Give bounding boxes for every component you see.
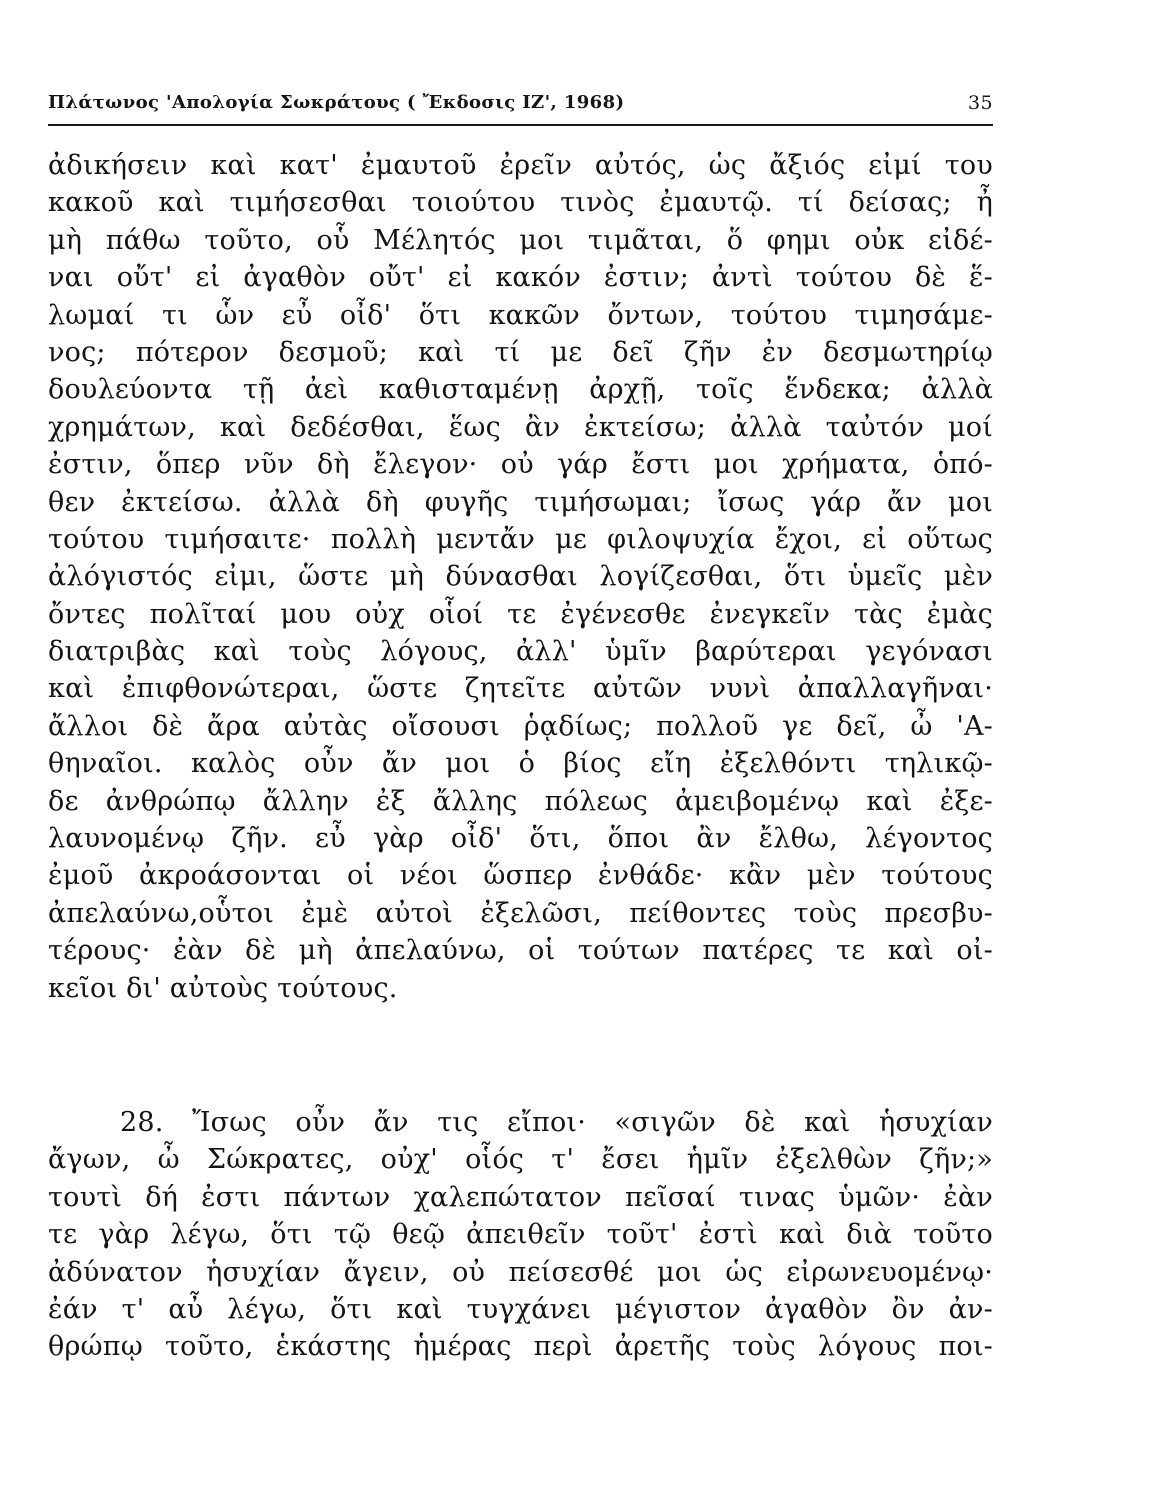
text-line: κακοῦ καὶ τιμήσεσθαι τοιούτου τινὸς ἐμαυτῷ. τί δείσας; ἦ — [48, 187, 993, 219]
text-line: δε ἀνθρώπῳ ἄλλην ἐξ ἄλλης πόλεως ἀμειβομένῳ καὶ ἐξε- — [48, 785, 993, 817]
text-line: ἄλλοι δὲ ἄρα αὐτὰς οἴσουσι ῥᾳδίως; πολλοῦ γε δεῖ, ὦ 'Α- — [48, 710, 993, 742]
text-line: 28. Ἴσως οὖν ἄν τις εἴποι· «σιγῶν δὲ καὶ ἡσυχίαν — [120, 1107, 993, 1138]
text-line: καὶ ἐπιφθονώτεραι, ὥστε ζητεῖτε αὐτῶν νυνὶ ἀπαλλαγῆναι· — [48, 673, 993, 705]
text-line: ἀπελαύνω,οὗτοι ἐμὲ αὐτοὶ ἐξελῶσι, πείθοντες τοὺς πρεσβυ- — [48, 897, 993, 929]
page-number: 35 — [968, 92, 993, 114]
text-line: τουτὶ δή ἐστι πάντων χαλεπώτατον πεῖσαί τινας ὑμῶν· ἐὰν — [48, 1181, 993, 1213]
paragraph-1 — [48, 147, 993, 1007]
text-line: χρημάτων, καὶ δεδέσθαι, ἕως ἂν ἐκτείσω; ἀλλὰ ταὐτόν μοί — [48, 411, 993, 443]
text-line: ἀδύνατον ἡσυχίαν ἄγειν, οὐ πείσεσθέ μοι ὡς εἰρωνευομένῳ· — [48, 1256, 993, 1288]
text-line: τέρους· ἐὰν δὲ μὴ ἀπελαύνω, οἱ τούτων πατέρες τε καὶ οἰ- — [48, 935, 993, 967]
text-line: ἀλόγιστός εἰμι, ὥστε μὴ δύνασθαι λογίζεσθαι, ὅτι ὑμεῖς μὲν — [48, 561, 993, 593]
text-line: λαυνομένῳ ζῆν. εὖ γὰρ οἶδ' ὅτι, ὅποι ἂν ἔλθω, λέγοντος — [48, 823, 993, 855]
running-head — [48, 92, 993, 118]
text-line: τούτου τιμήσαιτε· πολλὴ μεντἄν με φιλοψυχία ἔχοι, εἰ οὕτως — [48, 523, 993, 555]
text-line: θηναῖοι. καλὸς οὖν ἄν μοι ὁ βίος εἴη ἐξελθόντι τηλικῷ- — [48, 748, 993, 780]
text-line: ναι οὔτ' εἰ ἀγαθὸν οὔτ' εἰ κακόν ἐστιν; ἀντὶ τούτου δὲ ἕ- — [48, 262, 993, 294]
text-line: κεῖοι δι' αὐτοὺς τούτους. — [48, 972, 398, 1004]
paragraph-2 — [48, 1104, 993, 1366]
header-rule — [48, 124, 993, 126]
text-line: θρώπῳ τοῦτο, ἑκάστης ἡμέρας περὶ ἀρετῆς τοὺς λόγους ποι- — [48, 1331, 993, 1363]
running-head-title: Πλάτωνος 'Απολογία Σωκράτους ( Ἔκδοσις ΙΖ', 1968) — [48, 92, 625, 113]
text-line: τε γὰρ λέγω, ὅτι τῷ θεῷ ἀπειθεῖν τοῦτ' ἐστὶ καὶ διὰ τοῦτο — [48, 1219, 993, 1251]
text-line: λωμαί τι ὧν εὖ οἶδ' ὅτι κακῶν ὄντων, τούτου τιμησάμε- — [48, 299, 993, 331]
text-line: θεν ἐκτείσω. ἀλλὰ δὴ φυγῆς τιμήσωμαι; ἴσως γάρ ἄν μοι — [48, 486, 993, 518]
text-line: ἐστιν, ὅπερ νῦν δὴ ἔλεγον· οὐ γάρ ἔστι μοι χρήματα, ὁπό- — [48, 449, 993, 481]
text-line: ἐάν τ' αὖ λέγω, ὅτι καὶ τυγχάνει μέγιστον ἀγαθὸν ὂν ἀν- — [48, 1293, 993, 1325]
text-line: ἀδικήσειν καὶ κατ' ἐμαυτοῦ ἐρεῖν αὐτός, ὡς ἄξιός εἰμί του — [48, 150, 993, 181]
text-line: μὴ πάθω τοῦτο, οὗ Μέλητός μοι τιμᾶται, ὅ φημι οὐκ εἰδέ- — [48, 224, 993, 256]
text-line: ἄγων, ὦ Σώκρατες, οὐχ' οἷός τ' ἔσει ἡμῖν ἐξελθὼν ζῆν;» — [48, 1144, 993, 1176]
text-line: νος; πότερον δεσμοῦ; καὶ τί με δεῖ ζῆν ἐν δεσμωτηρίῳ — [48, 336, 993, 368]
text-line: διατριβὰς καὶ τοὺς λόγους, ἀλλ' ὑμῖν βαρύτεραι γεγόνασι — [48, 636, 993, 668]
text-line: ἐμοῦ ἀκροάσονται οἱ νέοι ὥσπερ ἐνθάδε· κἂν μὲν τούτους — [48, 860, 993, 892]
text-line: δουλεύοντα τῇ ἀεὶ καθισταμένῃ ἀρχῇ, τοῖς ἕνδεκα; ἀλλὰ — [48, 374, 993, 406]
text-line: ὄντες πολῖταί μου οὐχ οἷοί τε ἐγένεσθε ἐνεγκεῖν τὰς ἐμὰς — [48, 598, 993, 630]
